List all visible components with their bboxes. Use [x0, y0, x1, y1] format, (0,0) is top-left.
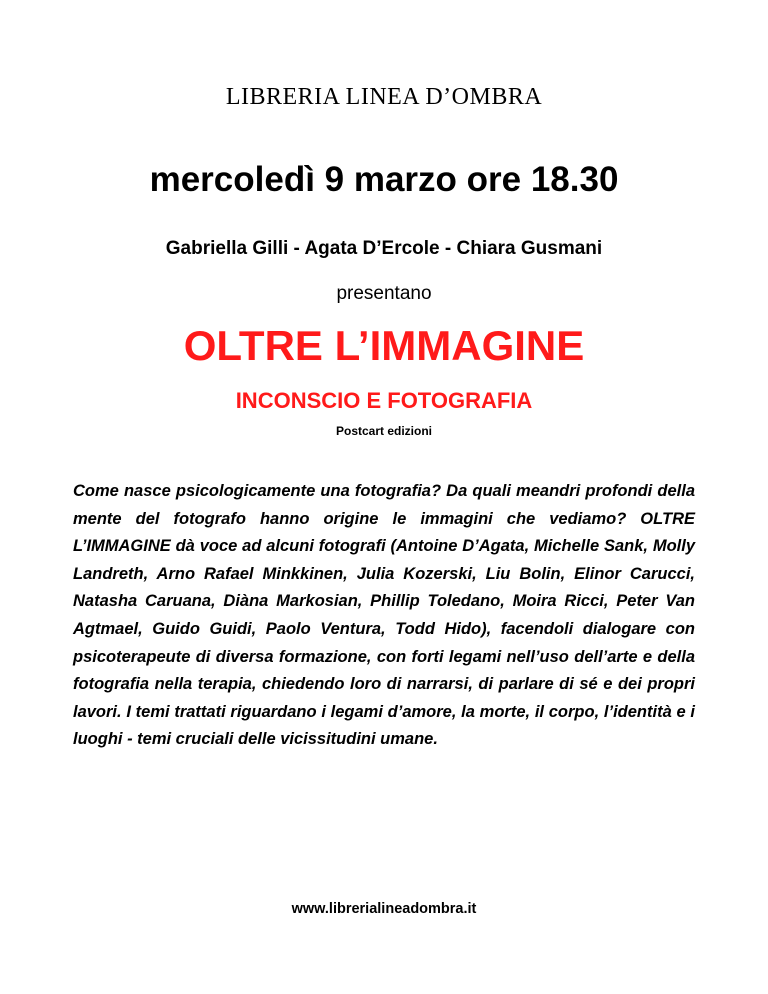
store-name: LIBRERIA LINEA D’OMBRA	[225, 84, 543, 110]
authors-line: Gabriella Gilli - Agata D’Ercole - Chiara Gusmani	[165, 238, 603, 259]
book-description: Come nasce psicologicamente una fotografia? Da quali meandri profondi della mente del fotografo hanno origine le immagini che vediamo? OLTRE L’IMMAGINE dà voce ad alcuni fotografi (Antoine D’Agata, Michelle Sank, Molly Landreth, Arno Rafael Minkkinen, Julia Kozerski, Liu Bolin, Elinor Carucci, Natasha Caruana, Diàna Markosian, Phillip Toledano, Moira Ricci, Peter Van Agtmael, Guido Guidi, Paolo Ventura, Todd Hido), facendoli dialogare con psicoterapeute di diversa formazione, con forti legami nell’uso dell’arte e della fotografia nella terapia, chiedendo loro di narrarsi, di parlare di sé e dei propri lavori. I temi trattati riguardano i legami d’amore, la morte, il corpo, l’identità e i luoghi - temi cruciali delle vicissitudini umane.	[73, 482, 695, 749]
event-date-time: mercoledì 9 marzo ore 18.30	[149, 160, 619, 199]
publisher: Postcart edizioni	[335, 424, 433, 438]
website-link[interactable]: www.librerialineadombra.it	[291, 901, 477, 917]
presenting-label: presentano	[336, 283, 432, 304]
book-subtitle: INCONSCIO E FOTOGRAFIA	[235, 388, 533, 413]
book-title: OLTRE L’IMMAGINE	[183, 322, 585, 369]
